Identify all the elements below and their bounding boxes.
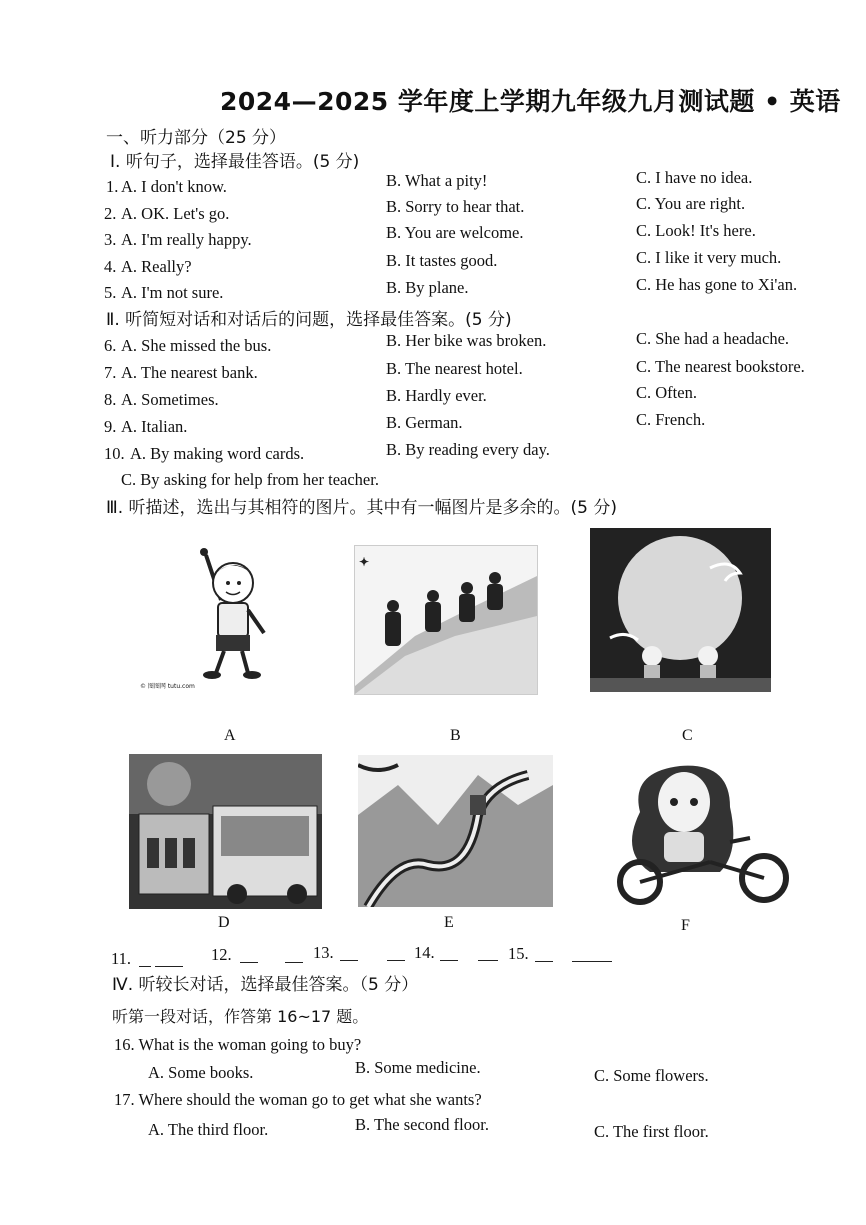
section-2-header: Ⅱ. 听简短对话和对话后的问题，选择最佳答案。(5 分) bbox=[106, 310, 512, 330]
picture-c-label: C bbox=[682, 727, 693, 744]
option-b: B. Some medicine. bbox=[355, 1058, 481, 1077]
option-a: A. OK. Let's go. bbox=[121, 204, 230, 223]
answer-blank[interactable] bbox=[155, 966, 183, 967]
question-number: 2. bbox=[104, 204, 117, 223]
bus-stop-illustration bbox=[129, 754, 322, 909]
option-c: C. I have no idea. bbox=[636, 168, 753, 187]
picture-e bbox=[358, 755, 553, 907]
option-c: C. French. bbox=[636, 410, 706, 429]
option-b: B. It tastes good. bbox=[386, 251, 498, 270]
answer-blank[interactable] bbox=[440, 960, 458, 961]
option-c: C. He has gone to Xi'an. bbox=[636, 275, 798, 294]
answer-blank[interactable] bbox=[340, 960, 358, 961]
question-number: 9. bbox=[104, 417, 117, 436]
question-number: 1. bbox=[106, 177, 119, 196]
section-4-header: Ⅳ. 听较长对话，选择最佳答案。（5 分） bbox=[112, 975, 419, 995]
question-number: 7. bbox=[104, 363, 117, 382]
girl-riding-bike-illustration bbox=[600, 762, 792, 906]
question-number: 10. bbox=[104, 444, 125, 463]
picture-a-label: A bbox=[224, 727, 236, 744]
boy-stretching-illustration bbox=[136, 545, 316, 695]
option-a: A. Some books. bbox=[148, 1063, 254, 1082]
hikers-mountain-illustration bbox=[355, 546, 537, 694]
picture-a bbox=[136, 545, 316, 695]
blank-number: 15. bbox=[508, 944, 529, 963]
exam-title: 2024—2025 学年度上学期九年级九月测试题 • 英语 bbox=[220, 87, 841, 116]
question-number: 6. bbox=[104, 336, 117, 355]
option-a: A. She missed the bus. bbox=[121, 336, 272, 355]
blank-number: 12. bbox=[211, 945, 232, 964]
option-b: B. Sorry to hear that. bbox=[386, 197, 525, 216]
option-b: B. The nearest hotel. bbox=[386, 359, 523, 378]
answer-blank[interactable] bbox=[572, 961, 612, 962]
picture-b bbox=[354, 545, 538, 695]
section-4-subheader: 听第一段对话，作答第 16~17 题。 bbox=[112, 1007, 369, 1026]
picture-b-label: B bbox=[450, 727, 461, 744]
answer-blank[interactable] bbox=[240, 962, 258, 963]
option-a: A. Really? bbox=[121, 257, 192, 276]
option-c: C. I like it very much. bbox=[636, 248, 782, 267]
option-c: C. Some flowers. bbox=[594, 1066, 709, 1085]
question-stem: 16. What is the woman going to buy? bbox=[114, 1035, 362, 1054]
picture-d bbox=[129, 754, 322, 909]
section-3-header: Ⅲ. 听描述，选出与其相符的图片。其中有一幅图片是多余的。(5 分) bbox=[106, 498, 618, 518]
option-c: C. By asking for help from her teacher. bbox=[121, 470, 379, 489]
option-a: A. Italian. bbox=[121, 417, 188, 436]
option-a: A. I don't know. bbox=[121, 177, 227, 196]
option-b: B. Hardly ever. bbox=[386, 386, 487, 405]
option-c: C. She had a headache. bbox=[636, 329, 790, 348]
option-c: C. The nearest bookstore. bbox=[636, 357, 805, 376]
picture-c bbox=[590, 528, 771, 692]
answer-blank[interactable] bbox=[139, 966, 151, 967]
option-a: A. Sometimes. bbox=[121, 390, 219, 409]
option-b: B. You are welcome. bbox=[386, 223, 524, 242]
section-1-header: Ⅰ. 听句子，选择最佳答语。(5 分) bbox=[110, 152, 360, 172]
option-b: B. By reading every day. bbox=[386, 440, 550, 459]
answer-blank[interactable] bbox=[478, 960, 498, 961]
option-b: B. What a pity! bbox=[386, 171, 488, 190]
option-b: B. German. bbox=[386, 413, 463, 432]
part1-header: 一、听力部分（25 分） bbox=[106, 128, 287, 148]
great-wall-illustration bbox=[358, 755, 553, 907]
picture-a-watermark: © 图图网 tutu.com bbox=[140, 683, 195, 690]
question-number: 5. bbox=[104, 283, 117, 302]
blank-number: 13. bbox=[313, 943, 334, 962]
picture-e-label: E bbox=[444, 914, 454, 931]
option-b: B. Her bike was broken. bbox=[386, 331, 547, 350]
option-a: A. The nearest bank. bbox=[121, 363, 258, 382]
option-a: A. The third floor. bbox=[148, 1120, 269, 1139]
blank-number: 14. bbox=[414, 943, 435, 962]
svg-text:✦: ✦ bbox=[359, 555, 370, 569]
picture-f bbox=[600, 762, 792, 906]
question-number: 4. bbox=[104, 257, 117, 276]
question-stem: 17. Where should the woman go to get what she wants? bbox=[114, 1090, 482, 1109]
answer-blank[interactable] bbox=[285, 962, 303, 963]
option-a: A. By making word cards. bbox=[130, 444, 305, 463]
option-b: B. By plane. bbox=[386, 278, 469, 297]
option-c: C. You are right. bbox=[636, 194, 746, 213]
option-b: B. The second floor. bbox=[355, 1115, 489, 1134]
full-moon-scene-illustration bbox=[590, 528, 771, 692]
picture-d-label: D bbox=[218, 914, 230, 931]
option-c: C. Often. bbox=[636, 383, 697, 402]
answer-blank[interactable] bbox=[387, 960, 405, 961]
option-a: A. I'm not sure. bbox=[121, 283, 224, 302]
answer-blank[interactable] bbox=[535, 961, 553, 962]
picture-f-label: F bbox=[681, 917, 690, 934]
option-c: C. The first floor. bbox=[594, 1122, 709, 1141]
question-number: 3. bbox=[104, 230, 117, 249]
option-c: C. Look! It's here. bbox=[636, 221, 756, 240]
option-a: A. I'm really happy. bbox=[121, 230, 252, 249]
question-number: 8. bbox=[104, 390, 117, 409]
blank-number: 11. bbox=[111, 949, 132, 968]
